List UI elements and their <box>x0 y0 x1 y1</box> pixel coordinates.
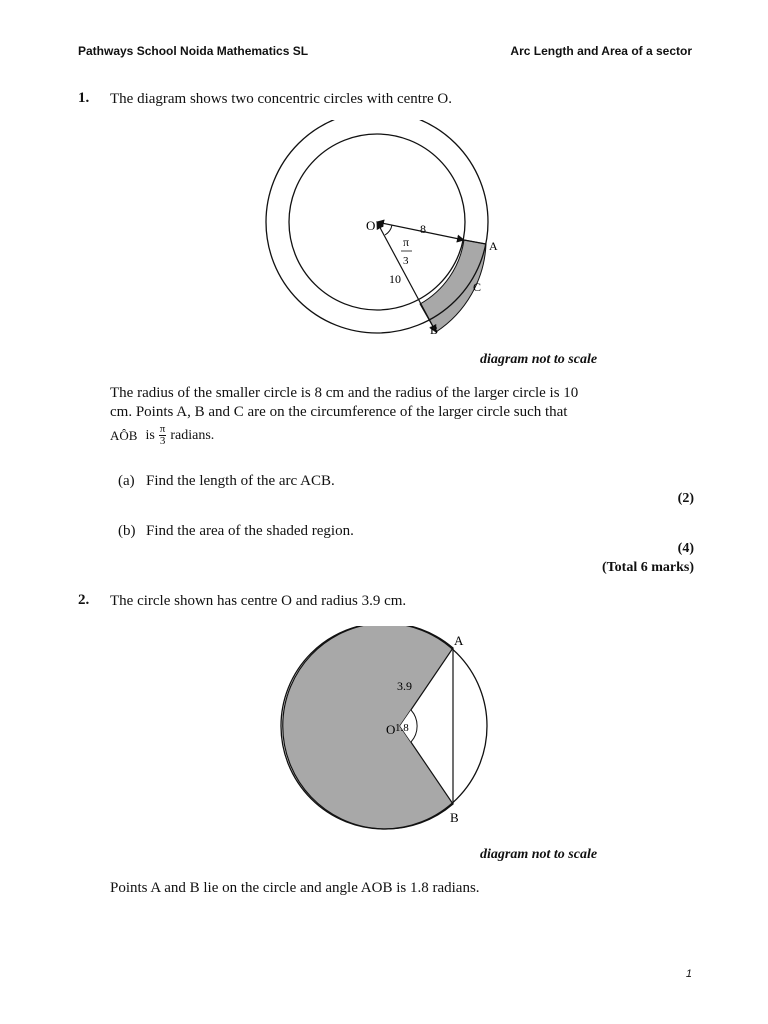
q1-part-b-text: Find the area of the shaded region. <box>146 523 354 539</box>
q1-part-a-text: Find the length of the arc ACB. <box>146 473 335 489</box>
q1-diagram <box>240 120 530 350</box>
q1-angle-num: π <box>403 235 410 249</box>
q1-outer-circle <box>266 120 488 333</box>
header-right: Arc Length and Area of a sector <box>510 44 692 58</box>
page-number: 1 <box>685 968 692 980</box>
q2-label-O: O <box>386 722 396 737</box>
q1-total-marks: (Total 6 marks) <box>601 560 694 575</box>
q1-label-C: C <box>473 280 482 294</box>
q1-caption: diagram not to scale <box>480 352 598 367</box>
q1-angle-fraction-den: 3 <box>159 435 166 447</box>
q1-paragraph-line2: cm. Points A, B and C are on the circumference of the larger circle such that <box>110 404 568 420</box>
q1-part-a-marks: (2) <box>677 491 694 506</box>
q2-text: Points A and B lie on the circle and angle AOB is 1.8 radians. <box>110 880 480 896</box>
header-left: Pathways School Noida Mathematics SL <box>78 44 309 58</box>
q1-angle-fraction-num: π <box>159 423 166 435</box>
q1-label-A: A <box>489 239 498 253</box>
q1-part-b-label: (b) <box>118 523 136 539</box>
q1-angle-fraction <box>159 424 167 447</box>
q2-number: 2. <box>78 592 90 608</box>
q1-intro: The diagram shows two concentric circles with centre O. <box>110 91 452 107</box>
q1-paragraph <box>110 384 710 422</box>
q2-diagram <box>262 626 512 832</box>
q2-caption: diagram not to scale <box>480 847 598 862</box>
q1-part-b-marks: (4) <box>677 541 694 556</box>
q2-label-A: A <box>454 633 464 648</box>
q2-label-angle: 1.8 <box>395 722 409 734</box>
q2-label-B: B <box>450 810 459 825</box>
q1-angle-is: is <box>145 428 155 443</box>
q1-part-a-label: (a) <box>118 473 135 489</box>
page-header <box>78 44 692 58</box>
q1-angle-den: 3 <box>403 255 409 267</box>
q2-label-radius: 3.9 <box>397 679 412 693</box>
q1-angle-unit: radians. <box>170 428 215 443</box>
q1-label-B: B <box>430 323 439 337</box>
q1-paragraph-line1: The radius of the smaller circle is 8 cm and the radius of the larger circle is 10 <box>110 385 579 401</box>
q1-label-O: O <box>366 218 376 233</box>
q1-angle-statement <box>110 424 214 447</box>
q1-number: 1. <box>78 90 90 106</box>
q1-angle-arc <box>385 225 392 235</box>
q1-label-10: 10 <box>389 272 401 286</box>
q1-angle-name: AÔB <box>110 428 138 443</box>
q2-intro: The circle shown has centre O and radius 3.9 cm. <box>110 593 407 609</box>
q1-label-8: 8 <box>420 222 426 236</box>
